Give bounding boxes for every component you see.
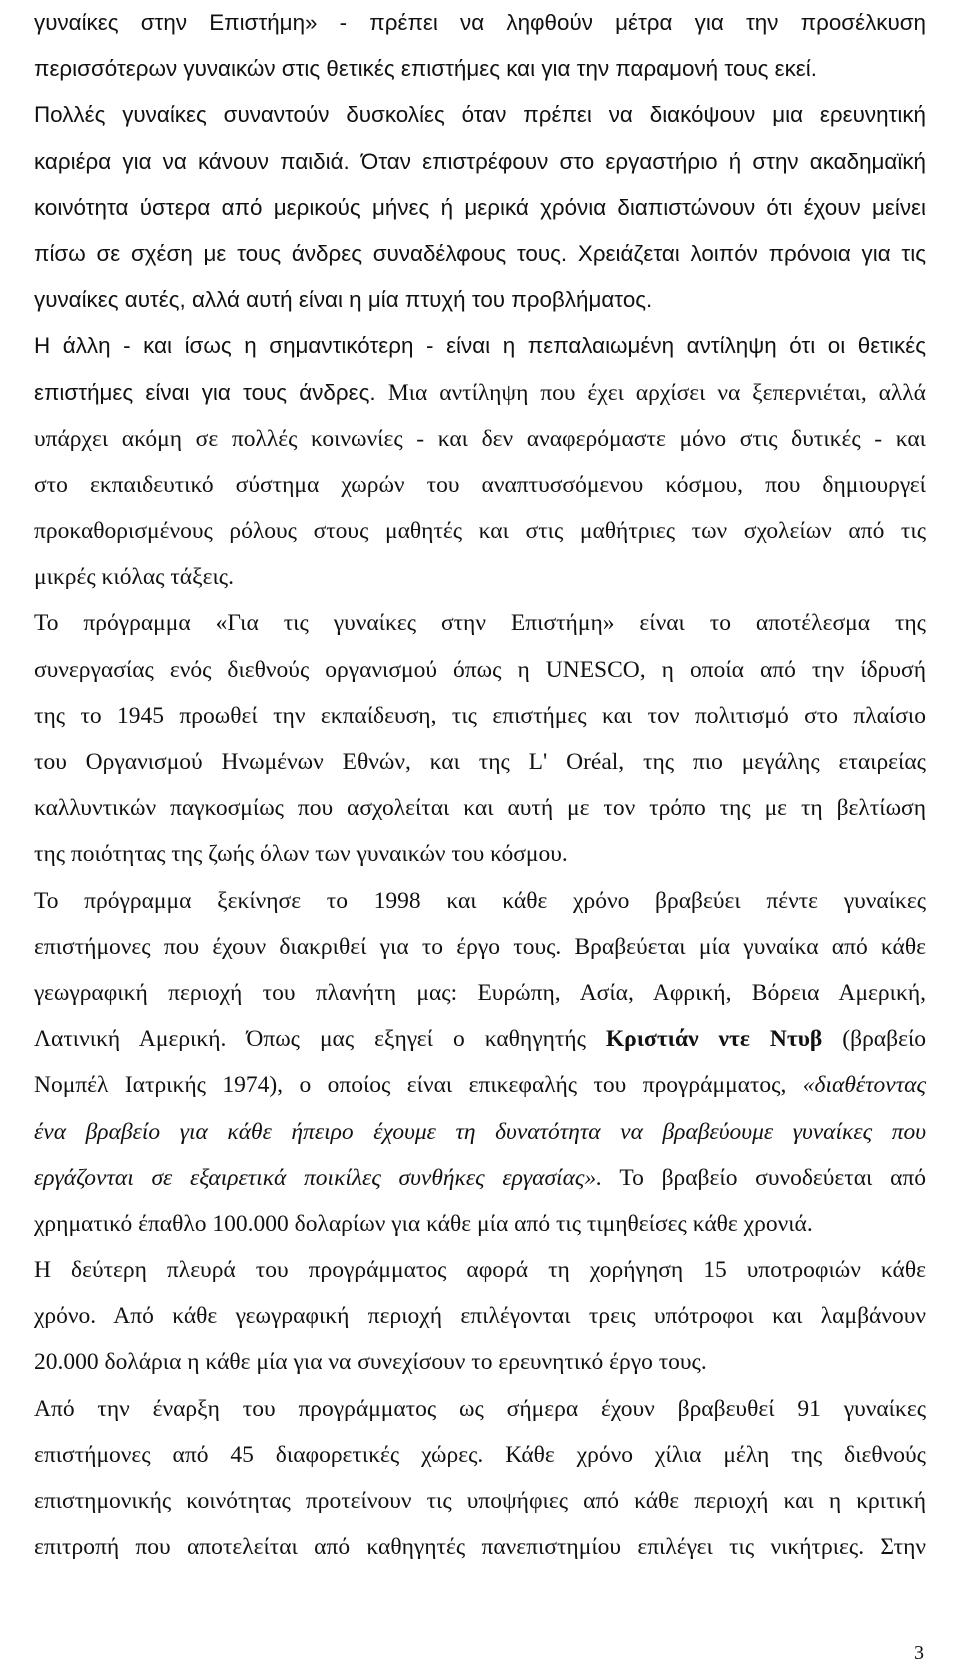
document-page bbox=[34, 0, 926, 1570]
text-line: Η άλλη - και ίσως η σημαντικότερη - είναι η πεπαλαιωμένη αντίληψη ότι οι θετικές bbox=[34, 333, 926, 359]
text-line: μικρές κιόλας τάξεις. bbox=[34, 564, 234, 591]
text-line: επιτροπή που αποτελείται από καθηγητές πανεπιστημίου επιλέγει τις νικήτριες. Στην bbox=[34, 1534, 926, 1561]
text-line: υπάρχει ακόμη σε πολλές κοινωνίες - και δεν αναφερόμαστε μόνο στις δυτικές - και bbox=[34, 425, 926, 452]
text-line: γυναίκες αυτές, αλλά αυτή είναι η μία πτυχή του προβλήματος. bbox=[34, 287, 653, 313]
text-line: καλλυντικών παγκοσμίως που ασχολείται και αυτή με τον τρόπο της με τη βελτίωση bbox=[34, 795, 926, 822]
text-line: προκαθορισμένους ρόλους στους μαθητές και στις μαθήτριες των σχολείων από τις bbox=[34, 518, 926, 545]
paragraph-program bbox=[34, 600, 926, 877]
text-line: της ποιότητας της ζωής όλων των γυναικών του κόσμου. bbox=[34, 841, 568, 868]
text-line: Το πρόγραμμα ξεκίνησε το 1998 και κάθε χρόνο βραβεύει πέντε γυναίκες bbox=[34, 887, 926, 914]
text-line: καριέρα για να κάνουν παιδιά. Όταν επιστρέφουν στο εργαστήριο ή στην ακαδημαϊκή bbox=[34, 148, 926, 174]
quote-start: «διαθέτοντας bbox=[802, 1072, 926, 1099]
text-line: ένα βραβείο για κάθε ήπειρο έχουμε τη δυνατότητα να βραβεύουμε γυναίκες που bbox=[34, 1118, 926, 1145]
quote-end: εργάζονται σε εξαιρετικά ποικίλες συνθήκες εργασίας». bbox=[34, 1164, 603, 1191]
text-line: Λατινική Αμερική. Όπως μας εξηγεί ο καθηγητής Κριστιάν ντε Ντυβ (βραβείο bbox=[34, 1026, 927, 1053]
text-line: κοινότητα ύστερα από μερικούς μήνες ή μερικά χρόνια διαπιστώνουν ότι έχουν μείνει bbox=[34, 194, 926, 220]
text-line: Από την έναρξη του προγράμματος ως σήμερα έχουν βραβευθεί 91 γυναίκες bbox=[34, 1395, 926, 1422]
text-line: περισσότερων γυναικών στις θετικές επιστήμες και για την παραμονή τους εκεί. bbox=[34, 56, 817, 82]
text-line: επιστήμες είναι για τους άνδρες. Μια αντίληψη που έχει αρχίσει να ξεπερνιέται, αλλά bbox=[34, 379, 926, 406]
text-line: στο εκπαιδευτικό σύστημα χωρών του αναπτυσσόμενου κόσμου, που δημιουργεί bbox=[34, 471, 926, 498]
page-number: 3 bbox=[914, 1642, 924, 1664]
text-line: Το πρόγραμμα «Για τις γυναίκες στην Επιστήμη» είναι το αποτέλεσμα της bbox=[34, 610, 926, 637]
paragraph-intro bbox=[34, 0, 926, 416]
text-line: συνεργασίας ενός διεθνούς οργανισμού όπως η UNESCO, η οποία από την ίδρυσή bbox=[34, 656, 926, 683]
text-line: Νομπέλ Ιατρικής 1974), ο οποίος είναι επικεφαλής του προγράμματος, «διαθέτοντας bbox=[34, 1072, 926, 1099]
text-line: του Οργανισμού Ηνωμένων Εθνών, και της L' Oréal, της πιο μεγάλης εταιρείας bbox=[34, 749, 926, 775]
paragraph-awards bbox=[34, 878, 926, 1248]
text-line: γεωγραφική περιοχή του πλανήτη μας: Ευρώπη, Ασία, Αφρική, Βόρεια Αμερική, bbox=[34, 979, 926, 1006]
text-line: Η δεύτερη πλευρά του προγράμματος αφορά τη χορήγηση 15 υποτροφιών κάθε bbox=[34, 1257, 926, 1284]
paragraph-stereotypes bbox=[34, 416, 926, 601]
paragraph-scholarships bbox=[34, 1247, 926, 1386]
professor-name: Κριστιάν ντε Ντυβ bbox=[605, 1026, 823, 1053]
text-line: χρόνο. Από κάθε γεωγραφική περιοχή επιλέγονται τρεις υπότροφοι και λαμβάνουν bbox=[34, 1303, 926, 1330]
text-line: Πολλές γυναίκες συναντούν δυσκολίες όταν πρέπει να διακόψουν μια ερευνητική bbox=[34, 102, 926, 128]
text-line: χρηματικό έπαθλο 100.000 δολαρίων για κάθε μία από τις τιμηθείσες κάθε χρονιά. bbox=[34, 1210, 813, 1237]
text-line: επιστημονικής κοινότητας προτείνουν τις υποψήφιες από κάθε περιοχή και η κριτική bbox=[34, 1488, 926, 1514]
text-line: επιστήμονες από 45 διαφορετικές χώρες. Κάθε χρόνο χίλια μέλη της διεθνούς bbox=[34, 1441, 926, 1468]
text-line: γυναίκες στην Επιστήμη» - πρέπει να ληφθούν μέτρα για την προσέλκυση bbox=[34, 10, 926, 35]
text-line: 20.000 δολάρια η κάθε μία για να συνεχίσουν το ερευνητικό έργο τους. bbox=[34, 1349, 707, 1376]
text-line: πίσω σε σχέση με τους άνδρες συναδέλφους τους. Χρειάζεται λοιπόν πρόνοια για τις bbox=[34, 240, 926, 266]
text-line: εργάζονται σε εξαιρετικά ποικίλες συνθήκες εργασίας». Το βραβείο συνοδεύεται από bbox=[34, 1164, 926, 1191]
text-line: της το 1945 προωθεί την εκπαίδευση, τις επιστήμες και τον πολιτισμό στο πλαίσιο bbox=[34, 702, 926, 729]
text-line: επιστήμονες που έχουν διακριθεί για το έργο τους. Βραβεύεται μία γυναίκα από κάθε bbox=[34, 933, 926, 960]
paragraph-results bbox=[34, 1386, 926, 1571]
